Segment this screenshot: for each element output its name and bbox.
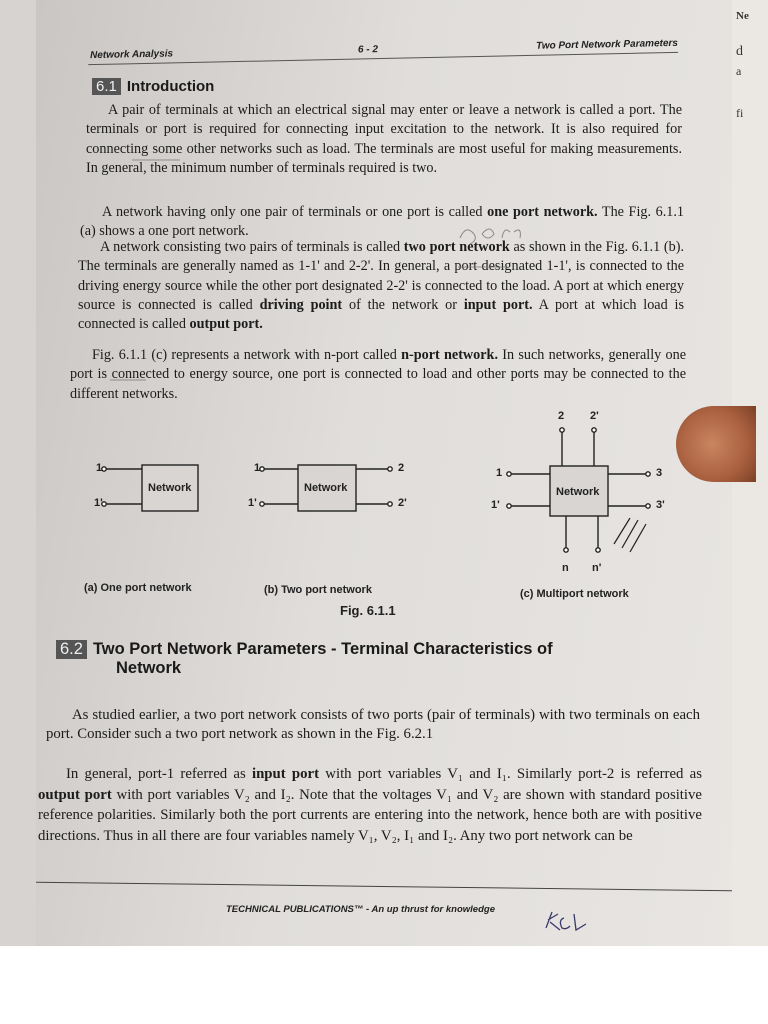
- term-n-port-network: n-port network.: [401, 347, 498, 363]
- terminal-c-3p: [646, 504, 650, 508]
- section-6-2-paragraph-2: [38, 764, 702, 846]
- label-b-1p: 1': [248, 497, 257, 509]
- thumb-holding-page: [676, 406, 756, 482]
- label-c-2p: 2': [590, 410, 599, 422]
- label-c-np: n': [592, 562, 602, 574]
- header-right: Two Port Network Parameters: [535, 37, 679, 52]
- section-6-2-paragraph-1: As studied earlier, a two port network consists of two ports (pair of terminals) with two terminals on each port. Consider such a two port network as shown in the Fig. 6.2.1: [46, 707, 700, 743]
- terminal-c-1p: [507, 504, 511, 508]
- text-run: In such networks, generally one port is connected to energy source, one port is connected to load and other ports may be connected to the different networks.: [70, 347, 687, 402]
- label-a-1p: 1': [94, 497, 103, 509]
- term-driving-point: driving point: [259, 296, 343, 313]
- footer-rule: [36, 882, 732, 892]
- pencil-scribble: [460, 229, 520, 244]
- figure-6-1-1-diagram: [36, 0, 732, 620]
- term-two-port-network: two port network: [403, 239, 510, 255]
- term-output-port: output port.: [189, 316, 263, 333]
- text-run: as shown in the Fig. 6.1.1 (b). The terminals are generally named as 1-1' and 2-2'. In general, a port designated 1-1', is connected to the driving energy source while the other port designated 2-2' is connected to the load. A port at which energy source is connected is called: [78, 239, 684, 313]
- additional-ports-marks: [614, 518, 646, 552]
- text-run: with port variables V₂ and I₂. Note that the voltages V₁ and V₂ are shown with standard positive reference polarities. Similarly both the port currents are entering into the network, hence both are with positive directions. Thus in all there are four variables namely V₁, V₂, I₁ and I₂. Any two port network can be: [38, 786, 702, 844]
- section-6-2-heading: [56, 640, 676, 678]
- terminal-c-3: [646, 472, 650, 476]
- label-c-2: 2: [558, 410, 565, 422]
- adjacent-text-2: d: [736, 44, 743, 59]
- term-input-port: input port.: [463, 296, 533, 313]
- text-run: The Fig. 6.1.1 (a) shows a one port network.: [80, 204, 684, 240]
- network-label-b: Network: [304, 482, 348, 494]
- text-run: Fig. 6.1.1 (c) represents a network with n-port called: [92, 347, 402, 363]
- terminal-c-2: [560, 428, 564, 432]
- text-run: A port at which load is connected is called: [78, 296, 684, 333]
- term-output-port: output port: [38, 786, 112, 803]
- label-c-n: n: [562, 562, 569, 574]
- text-run: of the network or: [342, 296, 464, 313]
- label-c-1p: 1': [491, 499, 500, 511]
- header-page-number: 6 - 2: [357, 44, 379, 56]
- figure-title: Fig. 6.1.1: [340, 603, 396, 618]
- terminal-c-2p: [592, 428, 596, 432]
- book-page: [36, 0, 732, 946]
- terminal-b-2: [388, 467, 392, 471]
- section-title: Introduction: [126, 78, 215, 95]
- label-b-2: 2: [398, 462, 405, 474]
- terminal-c-1: [507, 472, 511, 476]
- label-b-1: 1: [254, 462, 261, 474]
- terminal-b-1p: [260, 502, 264, 506]
- caption-one-port: (a) One port network: [84, 582, 192, 594]
- adjacent-text-1: Ne: [736, 10, 749, 22]
- caption-two-port: (b) Two port network: [264, 584, 372, 596]
- handwritten-initials: [542, 906, 602, 936]
- network-label-a: Network: [148, 482, 192, 494]
- text-run: A network having only one pair of terminals or one port is called: [102, 204, 488, 220]
- label-c-3p: 3': [656, 499, 665, 511]
- footer-publisher: TECHNICAL PUBLICATIONS™ - An up thrust for knowledge: [226, 904, 495, 915]
- terminal-b-1: [260, 467, 264, 471]
- text-run: with port variables V₁ and I₁. Similarly port-2 is referred as: [319, 766, 702, 782]
- terminal-a-1: [102, 467, 106, 471]
- intro-paragraph-1: A pair of terminals at which an electrical signal may enter or leave a network is called a port. The terminals or port is required for connecting input excitation to the network. It is also required for connecting some other networks such as load. The terminals are most useful for making measurements. In general, the minimum number of terminals required is two.: [86, 102, 682, 176]
- terminal-b-2p: [388, 502, 392, 506]
- term-one-port-network: one port network.: [487, 204, 598, 220]
- adjacent-text-4: fi: [736, 106, 744, 120]
- label-b-2p: 2': [398, 497, 407, 509]
- text-run: In general, port-1 referred as: [66, 766, 252, 782]
- section-title-line-2: Network: [116, 659, 182, 677]
- section-number: 6.1: [92, 78, 121, 95]
- caption-multiport: (c) Multiport network: [520, 588, 629, 600]
- terminal-c-n: [564, 548, 568, 552]
- section-title-line-1: Two Port Network Parameters - Terminal Characteristics of: [92, 640, 553, 658]
- section-number: 6.2: [56, 640, 87, 659]
- label-a-1: 1: [96, 462, 103, 474]
- terminal-c-np: [596, 548, 600, 552]
- label-c-3: 3: [656, 467, 663, 479]
- text-run: A network consisting two pairs of terminals is called: [100, 239, 404, 255]
- header-left: Network Analysis: [89, 48, 174, 62]
- label-c-1: 1: [496, 467, 503, 479]
- term-input-port: input port: [251, 766, 320, 782]
- network-label-c: Network: [556, 486, 600, 498]
- adjacent-text-3: a: [736, 64, 742, 78]
